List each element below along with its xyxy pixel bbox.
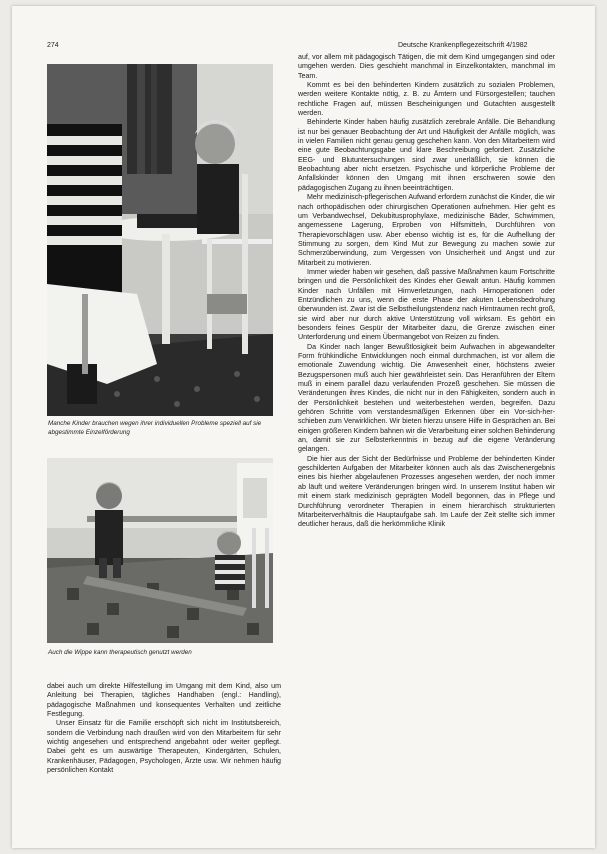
paragraph: Behinderte Kinder haben häufig zusätzlich zerebrale Anfälle. Die Behandlung ist nur bei genauer Beobachtung der Art und Häufigkeit der Anfälle möglich, was in vielen Familien nicht genau genug geschehen kann. Von den Mitarbeitern wird eine gute Beobachtungsgabe und klare Beschreibung gefordert. Zusätzliche EEG- und Blutuntersuchungen sind zwar unerläßlich, sie können die Beobachtung aber nicht ersetzen. Psychische und körperliche Probleme der Anfallskinder können den Umgang mit ihnen erschweren sowie den pädagogischen Zugang zu ihnen beeinträchtigen. [298, 118, 555, 192]
page-number: 274 [47, 42, 59, 49]
paragraph: Kommt es bei den behinderten Kindern zusätzlich zu sozialen Problemen, werden weitere Kontakte nötig, z. B. zu Ämtern und Fürsorgestellen; tauchen rechtliche Fragen auf, müssen Bescheinigungen und Gutachten ausgestellt werden. [298, 81, 555, 118]
paragraph: Mehr medizinisch-pflegerischen Aufwand erfordern zunächst die Kinder, die wir nach orthopädischen oder chirurgischen Operationen aufnehmen. Hier geht es um Verbandwechsel, Dekubitusprophylaxe, medizinische Bäder, Schwimmen, angemessene Lagerung, Erproben von Hilfsmitteln, Durchführen von Therapievorschlägen usw. Aber ebenso wichtig ist es, für die Aufhellung der Stimmung zu sorgen, dem Kind Mut zur Bewegung zu machen sowie zur Schmerzüberwindung, zum Vergessen von Unsicherheit und Angst und zur Mitarbeit zu motivieren. [298, 193, 556, 267]
photo-seesaw [47, 458, 273, 643]
text-column-left [47, 682, 281, 775]
paragraph: auf, vor allem mit pädagogisch Tätigen, die mit dem Kind umgegangen sind oder umgehen werden. Dies geschieht manchmal in Einzelkontakten, manchmal im Team. [298, 53, 555, 80]
paragraph: Unser Einsatz für die Familie erschöpft sich nicht im Institutsbereich, sondern die Verbindung nach draußen wird von den Mitarbeitern für sehr wichtig angesehen und entsprechend angebahnt oder weiter gepflegt. Dabei geht es um auswärtige Therapeuten, Kindergärten, Schulen, Krankenhäuser, Pädagogen, Psychologen, Ärzte usw. Wir nehmen häufig persönlichen Kontakt [47, 719, 281, 775]
paragraph: Da Kinder nach langer Bewußtlosigkeit beim Aufwachen in abgewandelter Form frühkindliche Entwicklungen noch einmal durchmachen, ist vor allem die emotionale Zuwendung wichtig. Die Anwesenheit einer, höchstens zweier Bezugspersonen muß auch hier gewährleistet sein. Das Heranführen der Eltern muß in einem parallel dazu verlaufenden Prozeß geschehen. Sie müssen die Veränderungen ihres Kindes, die nicht nur in den Fähigkeiten, sondern auch in der Persönlichkeit bestehen und weiterbestehen werden, begreifen. Dazu gehören Schritte vom verstandesmäßigen Erkennen über ein Vor-sich-her-schieben zum Verwirklichen. Wir bieten hierzu unsere Hilfe in Gesprächen an. Bei einigen größeren Kindern bahnen wir die Verarbeitung einer solchen Behinderung an, damit sie zur Selbsterkenntnis in bezug auf die eigene Veränderung gelangen. [298, 342, 555, 454]
text-column-right [298, 53, 555, 530]
photo-caption: Manche Kinder brauchen wegen ihrer individuellen Probleme speziell auf sie abgestimmte Einzelförderung [48, 420, 262, 436]
paragraph: dabei auch um direkte Hilfestellung im Umgang mit dem Kind, also um Anleitung bei Therapien, tägliches Handhaben (engl.: Handling), pädagogische Maßnahmen und konsequentes Verhalten und zeitliche Festlegung. [47, 682, 281, 719]
journal-page [12, 6, 595, 848]
paragraph: Die hier aus der Sicht der Bedürfnisse und Probleme der behinderten Kinder geschilderten Aufgaben der Mitarbeiter können auch als das Zwischenergebnis eines bis hierher abgelaufenen Prozesses angesehen werden, der noch immer ab läuft und weitere Veränderungen bringen wird. In unserem Institut haben wir mit einem stark medizinisch geprägten Modell begonnen, das in Pflege und Durchführung verordneter Therapien in einem hierarchisch strukturierten Mitarbeiterverhältnis die Hauptaufgabe sah. Im Laufe der Zeit stellte sich immer deutlicher heraus, daß die herkömmliche Klinik [298, 454, 555, 529]
paragraph: Immer wieder haben wir gesehen, daß passive Maßnahmen kaum Fortschritte bringen und die Persönlichkeit des Kindes eher Gewalt antun. Häufig kommen Kinder nach Unfällen mit Hirnverletzungen, nach Hirnoperationen oder Entzündlichen zu uns, wenn die erste Phase der akuten Lebensbedrohung überwunden ist. Zwar ist die Selbstheilungstendenz nach Hirntraumen recht groß, sie wird aber nur durch aktive Unterstützung voll wirksam. Es gehört ein besonders feines Gespür der Mitarbeiter dazu, die Grenze zwischen einer Unterforderung und einem Übermangebot von Reizen zu finden. [298, 267, 555, 342]
photo-caption: Auch die Wippe kann therapeutisch genutzt werden [48, 649, 192, 656]
journal-title: Deutsche Krankenpflegezeitschrift 4/1982 [398, 42, 528, 49]
photo-individual-therapy [47, 64, 273, 416]
